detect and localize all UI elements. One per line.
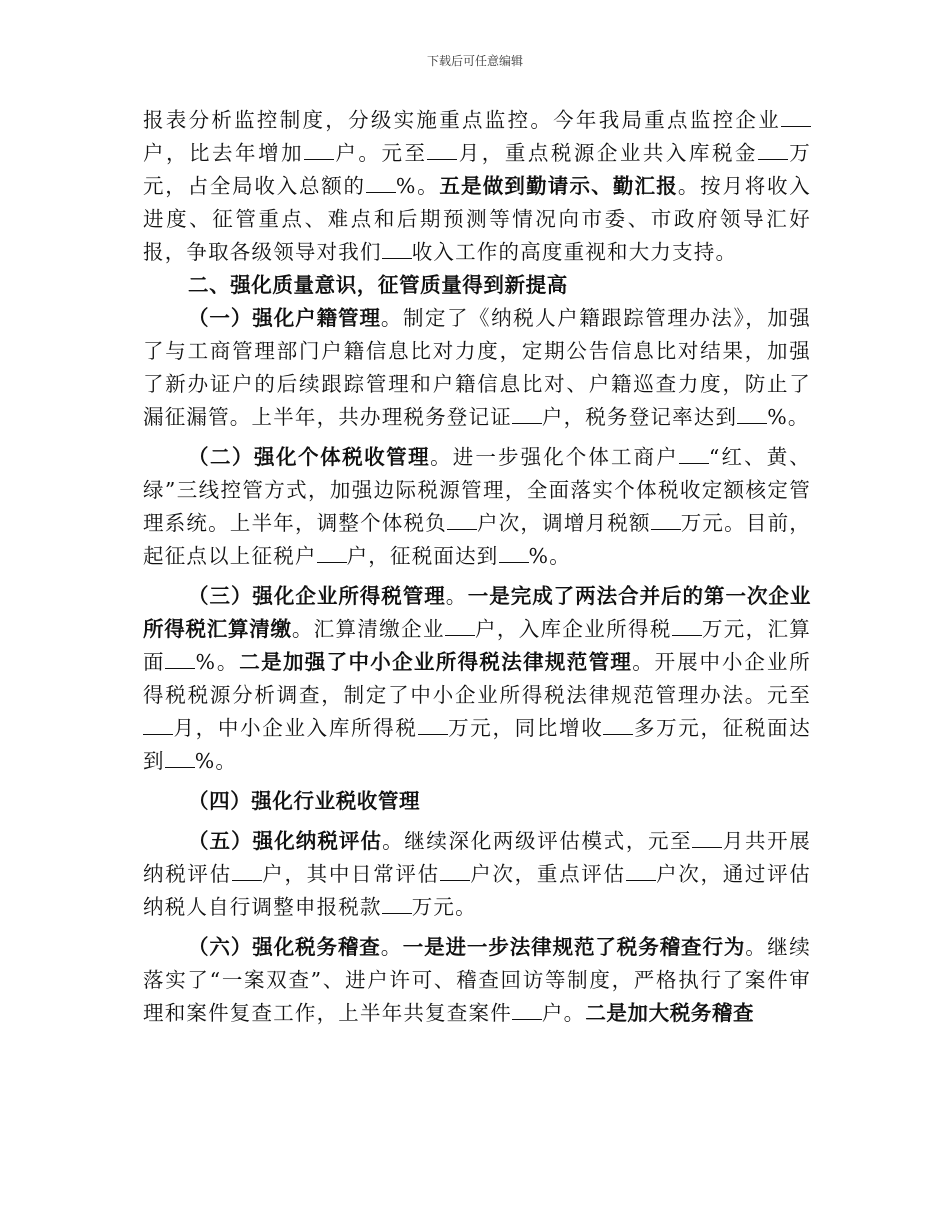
- page-header: 下载后可任意编辑: [426, 54, 523, 68]
- text-run: 万元，占全局收入总额的: [143, 141, 811, 198]
- fill-blank: [781, 108, 811, 127]
- fill-blank: [447, 511, 477, 530]
- bold-text: （三）强化企业所得税管理: [188, 584, 446, 608]
- paragraph: [143, 825, 811, 924]
- fill-blank: [679, 445, 709, 464]
- paragraph: [143, 302, 811, 434]
- text-run: 万元，汇算面: [143, 617, 812, 674]
- fill-blank: [445, 617, 475, 636]
- fill-blank: [692, 829, 722, 848]
- fill-blank: [626, 862, 656, 881]
- bold-text: （五）强化纳税评估: [188, 829, 383, 853]
- bold-text: 一是进一步法律规范了税务稽查行为: [402, 935, 746, 959]
- fill-blank: [143, 716, 173, 735]
- text-run: 。进一步强化个体工商户: [430, 445, 679, 469]
- text-run: 户，入库企业所得税: [474, 617, 672, 641]
- text-run: 户，其中日常评估: [261, 862, 440, 886]
- bold-text: 一是完成了两法合并后的第一次企业所得税汇算清缴: [143, 584, 811, 641]
- bold-text: 二是加强了中小企业所得税法律规范管理: [239, 650, 633, 674]
- text-run: 。继续深化两级评估模式，元至: [382, 829, 693, 853]
- text-run: %。: [194, 749, 238, 773]
- text-run: 。继续落实了“一案双查”、进户许可、稽查回访等制度，严格执行了案件审理和案件复查工作，上半年共复查案件: [143, 935, 811, 1025]
- fill-blank: [317, 544, 347, 563]
- text-run: 户次，调增月税额: [476, 511, 651, 535]
- text-run: %。: [395, 174, 440, 198]
- fill-blank: [232, 862, 262, 881]
- fill-blank: [758, 141, 788, 160]
- fill-blank: [418, 716, 448, 735]
- section-heading: [143, 269, 811, 302]
- text-run: 。开展中小企业所得税税源分析调查，制定了中小企业所得税法律规范管理办法。元至: [143, 650, 811, 707]
- fill-blank: [512, 405, 542, 424]
- text-run: 万元，同比增收: [447, 716, 604, 740]
- paragraph: [143, 580, 811, 778]
- text-run: 。: [380, 935, 403, 959]
- text-run: 户，税务登记率达到: [541, 405, 738, 429]
- fill-blank: [165, 749, 195, 768]
- bold-text: （六）强化税务稽查: [188, 935, 381, 959]
- text-run: 月，重点税源企业共入库税金: [457, 141, 758, 165]
- paragraph: [143, 441, 811, 573]
- text-run: 户，比去年增加: [143, 141, 305, 165]
- text-run: 。汇算清缴企业: [291, 617, 445, 641]
- fill-blank: [304, 141, 334, 160]
- text-run: 。制定了《纳税人户籍跟踪管理办法》，加强了与工商管理部门户籍信息比对力度，定期公告信息比对结果，加强了新办证户的后续跟踪管理和户籍信息比对、户籍巡查力度，防止了漏征漏管。上半年，共办理税务登记证: [143, 306, 811, 429]
- text-run: 月，中小企业入库所得税: [173, 716, 418, 740]
- text-run: “红、黄、绿”三线控管方式，加强边际税源管理，全面落实个体税收定额核定管理系统。上半年，调整个体税负: [143, 445, 812, 535]
- text-run: 报表分析监控制度，分级实施重点监控。今年我局重点监控企业: [143, 108, 781, 132]
- fill-blank: [672, 617, 702, 636]
- text-run: 。: [445, 584, 468, 608]
- bold-text: （一）强化户籍管理: [188, 306, 381, 330]
- text-run: %。: [528, 544, 571, 568]
- text-run: 二、强化质量意识，征管质量得到新提高: [188, 273, 568, 297]
- text-run: 户。元至: [334, 141, 428, 165]
- bold-text: 五是做到勤请示、勤汇报: [439, 174, 678, 198]
- paragraph: [143, 785, 811, 818]
- fill-blank: [737, 405, 767, 424]
- text-run: %。: [195, 650, 240, 674]
- text-run: 多万元，征税面达到: [143, 716, 811, 773]
- fill-blank: [427, 141, 457, 160]
- fill-blank: [382, 240, 412, 259]
- bold-text: （四）强化行业税收管理: [188, 789, 421, 813]
- fill-blank: [499, 544, 529, 563]
- text-run: 户，征税面达到: [346, 544, 499, 568]
- fill-blank: [512, 1001, 542, 1020]
- paragraph: [143, 104, 811, 269]
- document-body: [143, 104, 811, 1030]
- text-run: 收入工作的高度重视和大力支持。: [411, 240, 738, 264]
- fill-blank: [382, 895, 412, 914]
- fill-blank: [366, 174, 396, 193]
- fill-blank: [651, 511, 681, 530]
- fill-blank: [603, 716, 633, 735]
- text-run: 户。: [541, 1001, 586, 1025]
- bold-text: （二）强化个体税收管理: [188, 445, 431, 469]
- bold-text: 二是加大税务稽查: [585, 1001, 755, 1025]
- text-run: 户次，重点评估: [469, 862, 626, 886]
- text-run: 户次，通过评估纳税人自行调整申报税款: [143, 862, 811, 919]
- fill-blank: [440, 862, 470, 881]
- text-run: %。: [767, 405, 810, 429]
- text-run: 月共开展纳税评估: [143, 829, 811, 886]
- paragraph: [143, 931, 811, 1030]
- text-run: 万元。: [411, 895, 477, 919]
- fill-blank: [165, 650, 195, 669]
- text-run: 。按月将收入进度、征管重点、难点和后期预测等情况向市委、市政府领导汇好报，争取各级领导对我们: [143, 174, 812, 264]
- text-run: 万元。目前，起征点以上征税户: [143, 511, 811, 568]
